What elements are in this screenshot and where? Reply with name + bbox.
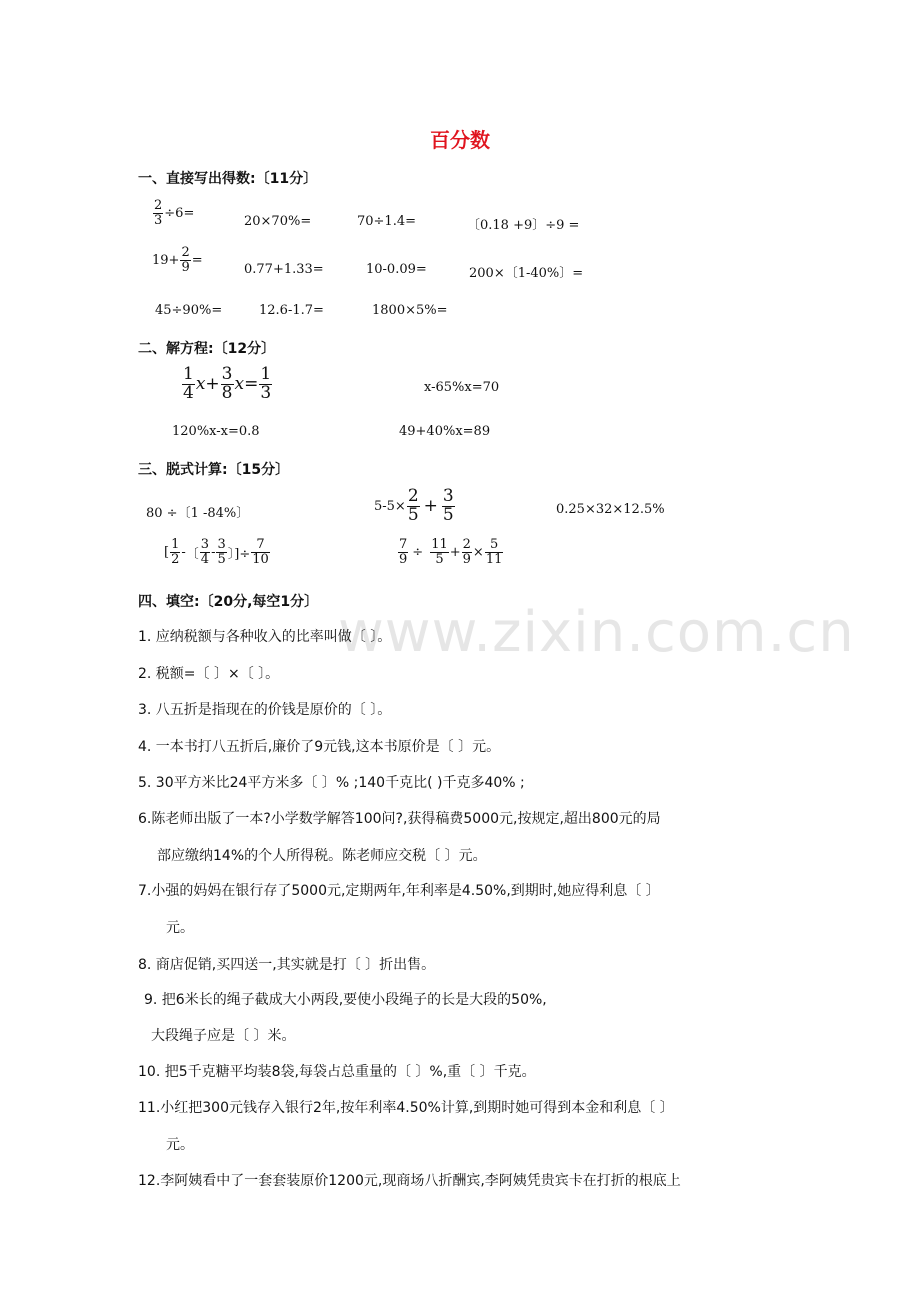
fraction: $\frac{3}{4}$: [200, 537, 210, 567]
section-4-heading: 四、填空:〔20分,每空1分〕: [138, 594, 319, 610]
fraction: $\frac{2}{5}$: [407, 486, 419, 525]
compute-1: 80 ÷〔1 -84%〕: [146, 506, 250, 521]
fraction: $\frac{11}{5}$: [431, 537, 448, 567]
calc-3-2: 12.6-1.7=: [259, 303, 324, 318]
fraction: $\frac{3}{5}$: [217, 537, 226, 567]
fill-item-7: 7.小强的妈妈在银行存了5000元,定期两年,年利率是4.50%,到期时,她应得利息〔 〕: [138, 883, 660, 899]
fill-item-6-cont: 部应缴纳14%的个人所得税。陈老师应交税〔 〕元。: [157, 848, 487, 864]
calc-3-3: 1800×5%=: [372, 303, 448, 318]
fraction: $\frac{2}{9}$: [181, 245, 190, 275]
fill-item-11-cont: 元。: [166, 1137, 194, 1153]
compute-4: [ $\frac{1}{2}$ - 〔 $\frac{3}{4}$ - $\frac{3}{5}$ 〕]÷ $\frac{7}{10}$: [164, 537, 269, 567]
fill-item-2: 2. 税额=〔 〕×〔 〕。: [138, 666, 280, 682]
calc-1-2: 20×70%=: [244, 214, 312, 229]
calc-3-1: 45÷90%=: [155, 303, 223, 318]
fill-item-3: 3. 八五折是指现在的价钱是原价的〔 〕。: [138, 702, 392, 718]
fraction: $\frac{1}{4}$: [183, 364, 194, 403]
equation-2: x-65%x=70: [424, 380, 500, 395]
fraction: $\frac{5}{11}$: [485, 537, 503, 567]
calc-1-4: 〔0.18 +9〕÷9 =: [467, 218, 580, 233]
equation-1: $\frac{1}{4}$ x + $\frac{3}{8}$ x = $\frac{1}{3}$: [183, 364, 272, 403]
section-1-heading: 一、直接写出得数:〔11分〕: [138, 171, 318, 187]
fill-item-9-cont: 大段绳子应是〔 〕米。: [151, 1028, 296, 1044]
fraction: $\frac{1}{2}$: [171, 537, 180, 567]
fill-item-10: 10. 把5千克糖平均装8袋,每袋占总重量的〔 〕%,重〔 〕千克。: [138, 1064, 536, 1080]
calc-2-3: 10-0.09=: [366, 262, 427, 277]
section-2-heading: 二、解方程:〔12分〕: [138, 341, 276, 357]
fraction: $\frac{7}{10}$: [252, 537, 269, 567]
equation-3: 120%x-x=0.8: [172, 424, 260, 439]
page-title: 百分数: [430, 128, 490, 152]
fill-item-6: 6.陈老师出版了一本?小学数学解答100问?,获得稿费5000元,按规定,超出800元的局: [138, 811, 661, 827]
fraction: $\frac{3}{8}$: [221, 364, 233, 403]
fraction: $\frac{3}{5}$: [442, 486, 454, 525]
fill-item-7-cont: 元。: [166, 920, 194, 936]
fill-item-4: 4. 一本书打八五折后,廉价了9元钱,这本书原价是〔 〕元。: [138, 739, 501, 755]
calc-2-2: 0.77+1.33=: [244, 262, 324, 277]
watermark: www.zixin.com.cn: [338, 600, 855, 665]
fraction: $\frac{7}{9}$: [399, 537, 408, 567]
fraction: $\frac{2}{9}$: [462, 537, 471, 567]
fraction: $\frac{1}{3}$: [260, 364, 272, 403]
compute-2: 5-5× $\frac{2}{5}$ + $\frac{3}{5}$: [374, 486, 454, 525]
fill-item-12: 12.李阿姨看中了一套套装原价1200元,现商场八折酬宾,李阿姨凭贵宾卡在打折的根底上: [138, 1173, 681, 1189]
fill-item-1: 1. 应纳税额与各种收入的比率叫做〔 〕。: [138, 629, 392, 645]
fill-item-9: 9. 把6米长的绳子截成大小两段,要使小段绳子的长是大段的50%,: [144, 992, 547, 1008]
calc-2-1: 19+ $\frac{2}{9}$ =: [152, 245, 203, 275]
equation-4: 49+40%x=89: [399, 424, 491, 439]
calc-2-4: 200×〔1-40%〕=: [469, 266, 584, 281]
fraction: $\frac{2}{3}$: [154, 198, 163, 228]
compute-3: 0.25×32×12.5%: [556, 502, 665, 517]
calc-1-1: $\frac{2}{3}$ ÷6=: [154, 198, 195, 228]
calc-1-3: 70÷1.4=: [357, 214, 417, 229]
fill-item-5: 5. 30平方米比24平方米多〔 〕% ;140千克比( )千克多40% ;: [138, 775, 525, 791]
fill-item-8: 8. 商店促销,买四送一,其实就是打〔 〕折出售。: [138, 957, 436, 973]
compute-5: $\frac{7}{9}$ ÷ $\frac{11}{5}$ + $\frac{2}{9}$ × $\frac{5}{11}$: [399, 537, 503, 567]
fill-item-11: 11.小红把300元钱存入银行2年,按年利率4.50%计算,到期时她可得到本金和利息〔 〕: [138, 1100, 674, 1116]
section-3-heading: 三、脱式计算:〔15分〕: [138, 462, 290, 478]
